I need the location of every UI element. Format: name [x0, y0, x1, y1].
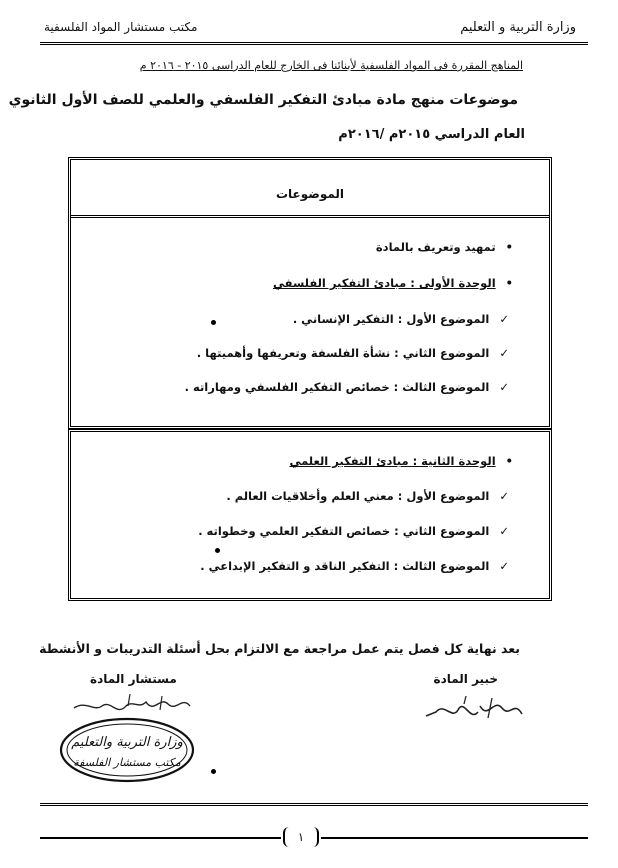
page-number: ١ — [283, 827, 319, 847]
topics-table-unit2 — [68, 429, 552, 601]
stray-dot — [211, 320, 216, 325]
checkmark-icon: ✓ — [499, 380, 509, 394]
unit2-topic-1 — [226, 489, 509, 503]
checkmark-icon: ✓ — [499, 524, 509, 538]
official-stamp — [58, 716, 196, 784]
topic-text: الموضوع الثالث : خصائص التفكير الفلسفي ومهاراته . — [184, 380, 490, 394]
topic-text: الموضوع الأول : التفكير الإنساني . — [292, 312, 490, 326]
topic-text: الموضوع الثاني : خصائص التفكير العلمي وخطواته . — [198, 524, 490, 538]
academic-year: العام الدراسي ٢٠١٥م /٢٠١٦م — [338, 127, 525, 142]
topics-header: الموضوعات — [275, 187, 345, 201]
topic-text: الموضوع الثالث : التفكير الناقد و التفكير الإبداعي . — [200, 559, 490, 573]
unit1-topic-2 — [197, 346, 509, 360]
header-rule — [40, 42, 588, 45]
topic-text: الموضوع الأول : معني العلم وأخلاقيات العالم . — [226, 489, 490, 503]
unit2-topic-2 — [198, 524, 509, 538]
unit2-title: الوحدة الثانية : مبادئ التفكير العلمي — [289, 454, 496, 468]
unit1-topic-3 — [185, 380, 509, 394]
intro-text: تمهيد وتعريف بالمادة — [375, 240, 496, 254]
review-note: بعد نهاية كل فصل يتم عمل مراجعة مع الالتزام بحل أسئلة التدريبات و الأنشطة — [39, 641, 520, 656]
unit2-heading — [289, 454, 513, 468]
expert-label: خبير المادة — [433, 672, 498, 686]
stamp-line-2: مكتب مستشار الفلسفة — [73, 756, 181, 769]
checkmark-icon: ✓ — [499, 346, 509, 360]
advisor-signature — [66, 692, 194, 718]
footer-line — [321, 837, 588, 839]
unit2-topic-3 — [200, 559, 509, 573]
footer-line — [40, 837, 281, 839]
table-divider — [71, 215, 549, 218]
bullet-icon: • — [505, 240, 513, 254]
stamp-line-1: وزارة التربية والتعليم — [71, 735, 183, 750]
checkmark-icon: ✓ — [499, 489, 509, 503]
stray-dot — [211, 769, 216, 774]
ministry-name: وزارة التربية و التعليم — [460, 20, 576, 35]
topic-text: الموضوع الثاني : نشأة الفلسفة وتعريفها وأهميتها . — [196, 346, 490, 360]
bullet-icon: • — [505, 454, 513, 468]
office-name: مكتب مستشار المواد الفلسفية — [44, 20, 198, 34]
intro-item — [376, 240, 513, 254]
unit1-topic-1 — [293, 312, 509, 326]
stray-dot — [215, 548, 220, 553]
unit1-heading — [273, 276, 513, 290]
checkmark-icon: ✓ — [499, 312, 509, 326]
expert-signature — [418, 692, 528, 726]
curriculum-line: المناهج المقررة فى المواد الفلسفية لأبنائنا فى الخارج للعام الدراسى ٢٠١٥ - ٢٠١٦ م — [139, 59, 523, 72]
document-title: موضوعات منهج مادة مبادئ التفكير الفلسفي والعلمي للصف الأول الثانوي — [8, 92, 518, 108]
unit1-title: الوحدة الأولى : مبادئ التفكير الفلسفي — [273, 276, 496, 290]
topics-table-unit1 — [68, 157, 552, 429]
checkmark-icon: ✓ — [499, 559, 509, 573]
footer-rule — [40, 803, 588, 806]
advisor-label: مستشار المادة — [90, 672, 177, 686]
bullet-icon: • — [505, 276, 513, 290]
